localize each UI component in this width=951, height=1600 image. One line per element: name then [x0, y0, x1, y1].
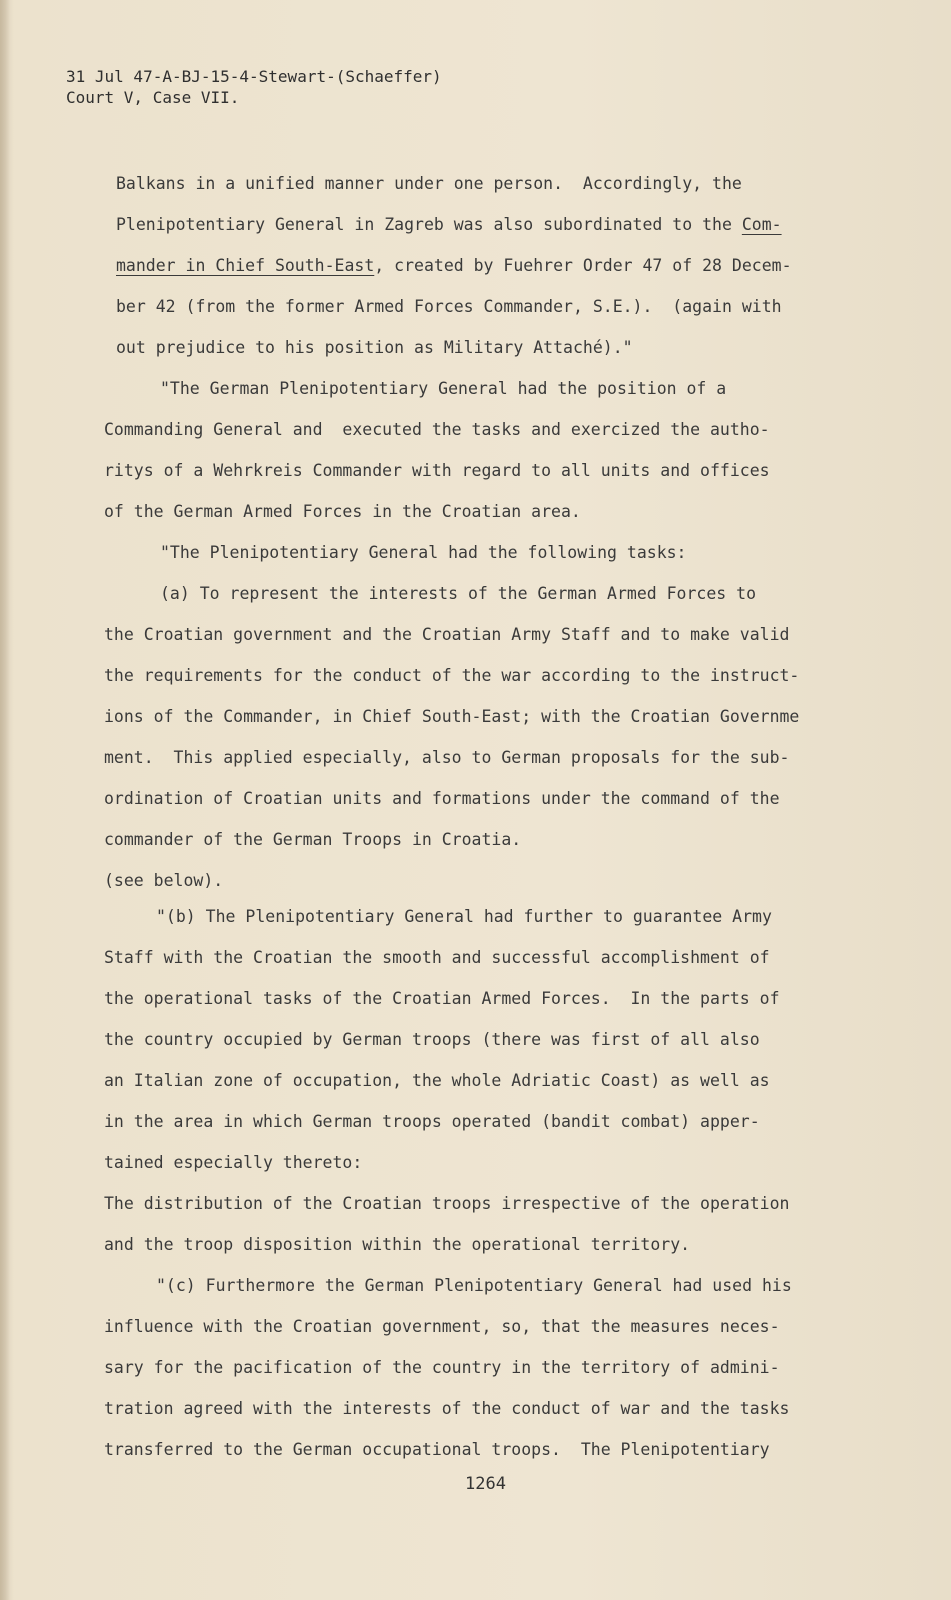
text-line: commander of the German Troops in Croatia. [104, 830, 522, 849]
text-line: ions of the Commander, in Chief South-East; with the Croatian Governme [104, 707, 800, 726]
text-line: "The German Plenipotentiary General had the position of a [160, 379, 727, 398]
text-line [104, 254, 844, 295]
document-header [66, 66, 442, 108]
text-line: "The Plenipotentiary General had the following tasks: [160, 543, 687, 562]
text-line: influence with the Croatian government, so, that the measures neces- [104, 1317, 780, 1336]
header-court-line: Court V, Case VII. [66, 88, 240, 107]
text-line: transferred to the German occupational troops. The Plenipotentiary [104, 1440, 770, 1459]
text-line: tained especially thereto: [104, 1153, 363, 1172]
page-number: 1264 [465, 1474, 506, 1494]
text-line: "(b) The Plenipotentiary General had further to guarantee Army [156, 907, 772, 926]
text-line: ment. This applied especially, also to German proposals for the sub- [104, 748, 790, 767]
text-line: Balkans in a unified manner under one person. Accordingly, the [116, 174, 742, 193]
text-line: the operational tasks of the Croatian Armed Forces. In the parts of [104, 989, 780, 1008]
text-line: ordination of Croatian units and formations under the command of the [104, 789, 780, 808]
header-reference-line: 31 Jul 47-A-BJ-15-4-Stewart-(Schaeffer) [66, 67, 442, 86]
text-line: an Italian zone of occupation, the whole Adriatic Coast) as well as [104, 1071, 770, 1090]
underlined-text: mander in Chief South-East [116, 256, 375, 275]
text-segment: , created by Fuehrer Order 47 of 28 Decem- [374, 256, 792, 275]
text-line: ber 42 (from the former Armed Forces Commander, S.E.). (again with [116, 297, 782, 316]
text-line: sary for the pacification of the country in the territory of admini- [104, 1358, 780, 1377]
text-segment: Plenipotentiary General in Zagreb was also subordinated to the [116, 215, 742, 234]
text-line: in the area in which German troops operated (bandit combat) apper- [104, 1112, 760, 1131]
text-line: ritys of a Wehrkreis Commander with regard to all units and offices [104, 461, 770, 480]
underlined-text: Com- [741, 215, 782, 234]
text-line: out prejudice to his position as Military Attaché)." [116, 338, 633, 357]
text-line: The distribution of the Croatian troops irrespective of the operation [104, 1194, 790, 1213]
document-body [104, 172, 844, 1479]
text-line: the requirements for the conduct of the war according to the instruct- [104, 666, 800, 685]
text-line: the country occupied by German troops (there was first of all also [104, 1030, 760, 1049]
text-line: of the German Armed Forces in the Croatian area. [104, 502, 581, 521]
text-line: "(c) Furthermore the German Plenipotentiary General had used his [156, 1276, 792, 1295]
text-line: Commanding General and executed the tasks and exercized the autho- [104, 420, 770, 439]
text-line: (see below). [104, 871, 224, 890]
text-line: tration agreed with the interests of the conduct of war and the tasks [104, 1399, 790, 1418]
text-line: (a) To represent the interests of the German Armed Forces to [160, 584, 757, 603]
text-line: the Croatian government and the Croatian Army Staff and to make valid [104, 625, 790, 644]
text-line [104, 213, 844, 254]
text-line: Staff with the Croatian the smooth and successful accomplishment of [104, 948, 770, 967]
text-line: and the troop disposition within the operational territory. [104, 1235, 691, 1254]
